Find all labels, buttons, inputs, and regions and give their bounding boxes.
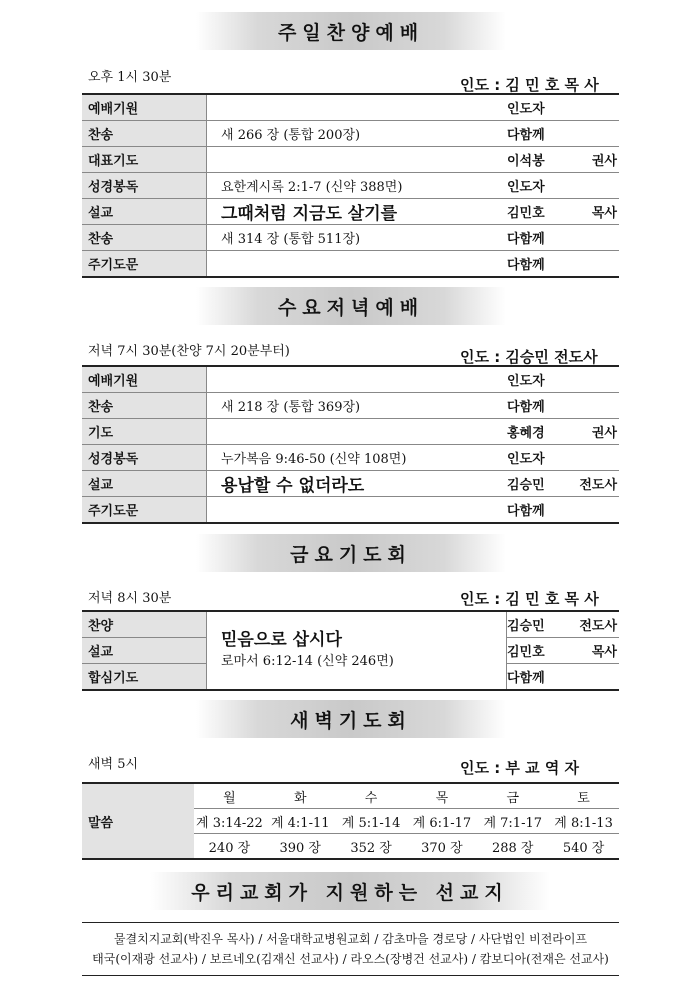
- order-content: 그때처럼 지금도 살기를: [221, 204, 398, 224]
- order-row: [82, 225, 619, 251]
- missions-list: [82, 922, 619, 976]
- order-label: 찬송: [82, 393, 207, 419]
- order-leader: 다함께: [507, 232, 545, 247]
- order-content: [207, 419, 508, 445]
- order-leader: 김승민 전도사: [507, 478, 617, 493]
- order-leader: 홍혜경 권사: [507, 426, 617, 441]
- order-row: [82, 497, 619, 524]
- dawn-passage: 계 8:1-13: [554, 815, 613, 831]
- order-content: 새 266 장 (통합 200장): [221, 128, 361, 143]
- friday-label: 합심기도: [82, 664, 207, 691]
- dawn-time: 새벽 5시: [88, 757, 139, 772]
- dawn-day: 화: [293, 790, 307, 806]
- order-label: 설교: [82, 471, 207, 497]
- friday-who: 김승민 전도사: [507, 611, 620, 638]
- order-row: [82, 121, 619, 147]
- order-row: [82, 393, 619, 419]
- order-row: [82, 445, 619, 471]
- order-label: 성경봉독: [82, 173, 207, 199]
- wednesday-title: 수요저녁예배: [196, 287, 506, 325]
- order-content: 새 218 장 (통합 369장): [221, 400, 361, 415]
- dawn-passage: 계 5:1-14: [341, 815, 401, 831]
- order-leader: 인도자: [507, 102, 545, 117]
- friday-title: 금요기도회: [196, 534, 506, 572]
- dawn-chapter: 288 장: [491, 840, 534, 856]
- order-label: 찬송: [82, 225, 207, 251]
- dawn-day: 금: [506, 790, 519, 806]
- dawn-day: 월: [223, 790, 236, 806]
- dawn-day: 수: [364, 790, 378, 806]
- order-leader: 인도자: [507, 374, 545, 389]
- order-label: 예배기원: [82, 366, 207, 393]
- dawn-passage: 계 6:1-17: [412, 815, 472, 831]
- order-label: 주기도문: [82, 251, 207, 278]
- friday-who: 다함께: [507, 664, 620, 691]
- missions-title: 우리교회가 지원하는 선교지: [150, 872, 550, 910]
- order-label: 주기도문: [82, 497, 207, 524]
- order-label: 예배기원: [82, 94, 207, 121]
- order-label: 대표기도: [82, 147, 207, 173]
- order-row: [82, 173, 619, 199]
- dawn-chapter: 240 장: [208, 840, 251, 856]
- order-label: 설교: [82, 199, 207, 225]
- wednesday-time: 저녁 7시 30분(찬양 7시 20분부터): [88, 344, 290, 359]
- order-row: [82, 199, 619, 225]
- missions-line: 태국(이재광 선교사) / 보르네오(김재신 선교사) / 라오스(장병건 선교사) / 캄보디아(전재은 선교사): [92, 952, 609, 966]
- order-content: [207, 147, 508, 173]
- order-label: 성경봉독: [82, 445, 207, 471]
- order-row: [82, 147, 619, 173]
- friday-sermon-cell: [207, 611, 507, 690]
- dawn-chapter: 390 장: [279, 840, 321, 856]
- dawn-label: 말씀: [82, 783, 194, 859]
- order-label: 기도: [82, 419, 207, 445]
- sunday-time: 오후 1시 30분: [88, 70, 172, 85]
- order-leader: 이석봉 권사: [507, 154, 617, 169]
- dawn-passage: 계 4:1-11: [270, 815, 330, 831]
- dawn-day: 토: [577, 790, 590, 806]
- order-label: 찬송: [82, 121, 207, 147]
- dawn-title: 새벽기도회: [196, 700, 506, 738]
- friday-leader: 인도 : 김 민 호 목 사: [460, 590, 599, 608]
- order-content: 새 314 장 (통합 511장): [221, 232, 361, 247]
- order-row: [82, 471, 619, 497]
- dawn-chapter: 352 장: [350, 840, 392, 856]
- order-content: [207, 251, 508, 278]
- order-content: 용납할 수 없더라도: [221, 476, 365, 496]
- order-leader: 다함께: [507, 258, 545, 273]
- order-leader: 인도자: [507, 180, 545, 195]
- order-leader: 다함께: [507, 128, 545, 143]
- friday-time: 저녁 8시 30분: [88, 591, 172, 606]
- order-content: [207, 94, 508, 121]
- order-leader: 다함께: [507, 504, 545, 519]
- missions-line: 물결치지교회(박진우 목사) / 서울대학교병원교회 / 감초마을 경로당 / 사단법인 비전라이프: [113, 932, 588, 946]
- friday-sermon-title: 믿음으로 삽시다: [221, 629, 342, 650]
- sunday-title: 주일찬양예배: [196, 12, 506, 50]
- order-leader: 인도자: [507, 452, 545, 467]
- friday-who: 김민호 목사: [507, 638, 620, 664]
- order-row: [82, 94, 619, 121]
- order-leader: 다함께: [507, 400, 545, 415]
- sunday-order-table: [82, 93, 619, 278]
- dawn-chapter: 540 장: [562, 840, 605, 856]
- dawn-passage: 계 3:14-22: [196, 815, 263, 831]
- wednesday-order-table: [82, 365, 619, 524]
- order-content: 요한계시록 2:1-7 (신약 388면): [221, 180, 403, 195]
- friday-label: 설교: [82, 638, 207, 664]
- dawn-leader: 인도 : 부 교 역 자: [460, 759, 580, 777]
- wednesday-leader: 인도 : 김승민 전도사: [460, 348, 598, 366]
- order-row: [82, 366, 619, 393]
- order-content: [207, 366, 508, 393]
- dawn-passage: 계 7:1-17: [483, 815, 542, 831]
- order-leader: 김민호 목사: [507, 206, 617, 221]
- order-content: [207, 497, 508, 524]
- order-content: 누가복음 9:46-50 (신약 108면): [221, 452, 407, 467]
- order-row: [82, 251, 619, 278]
- friday-label: 찬양: [82, 611, 207, 638]
- dawn-schedule-table: [82, 782, 619, 860]
- friday-scripture: 로마서 6:12-14 (신약 246면): [221, 653, 394, 669]
- sunday-leader: 인도 : 김 민 호 목 사: [460, 76, 599, 94]
- order-row: [82, 419, 619, 445]
- dawn-day: 목: [435, 790, 449, 806]
- friday-order-table: [82, 610, 619, 691]
- dawn-chapter: 370 장: [421, 840, 463, 856]
